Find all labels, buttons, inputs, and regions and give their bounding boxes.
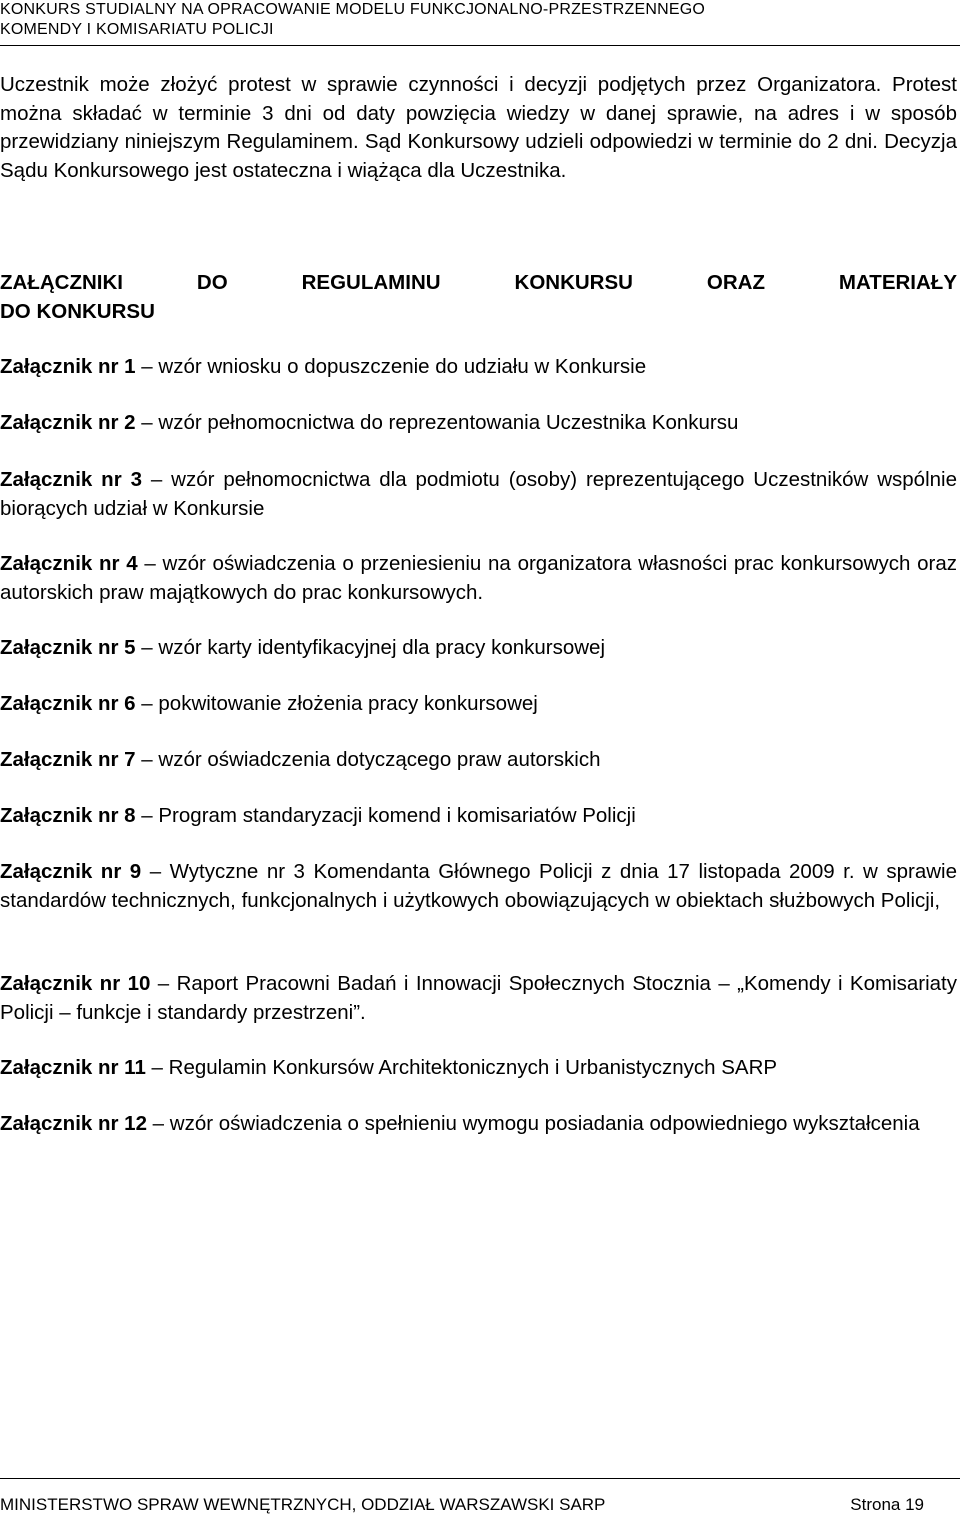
- attachment-description: – wzór pełnomocnictwa dla podmiotu (osoby) reprezentującego Uczestników wspólnie biorących udział w Konkursie: [0, 468, 957, 520]
- attachment-item-8: [0, 802, 957, 831]
- attachment-label: Załącznik nr 8: [0, 804, 136, 827]
- attachment-label: Załącznik nr 11: [0, 1056, 146, 1079]
- attachment-description: – wzór oświadczenia o przeniesieniu na organizatora własności prac konkursowych oraz autorskich praw majątkowych do prac konkursowych.: [0, 552, 957, 604]
- section-title-line-2: DO KONKURSU: [0, 300, 155, 323]
- attachment-item-6: [0, 690, 957, 719]
- attachment-description: – Regulamin Konkursów Architektonicznych i Urbanistycznych SARP: [145, 1056, 778, 1079]
- page-footer: [0, 1494, 924, 1516]
- footer-organization: MINISTERSTWO SPRAW WEWNĘTRZNYCH, ODDZIAŁ WARSZAWSKI SARP: [0, 1495, 606, 1514]
- attachment-label: Załącznik nr 10: [0, 972, 151, 995]
- attachment-item-10: [0, 970, 957, 1027]
- attachment-description: – Wytyczne nr 3 Komendanta Głównego Policji z dnia 17 listopada 2009 r. w sprawie standardów technicznych, funkcjonalnych i użytkowych obowiązujących w obiektach służbowych Policji,: [0, 860, 957, 912]
- header-title-line-2: KOMENDY I KOMISARIATU POLICJI: [0, 21, 274, 38]
- attachment-label: Załącznik nr 2: [0, 411, 136, 434]
- attachment-label: Załącznik nr 12: [0, 1112, 147, 1135]
- section-title-line-1: ZAŁĄCZNIKI DO REGULAMINU KONKURSU ORAZ MATERIAŁY: [0, 271, 957, 294]
- attachment-item-7: [0, 746, 957, 775]
- page-number: Strona 19: [850, 1495, 924, 1514]
- attachment-label: Załącznik nr 3: [0, 468, 142, 491]
- attachment-description: – wzór pełnomocnictwa do reprezentowania Uczestnika Konkursu: [135, 411, 739, 434]
- attachment-description: – pokwitowanie złożenia pracy konkursowej: [135, 692, 538, 715]
- attachment-label: Załącznik nr 4: [0, 552, 138, 575]
- attachment-item-5: [0, 634, 957, 663]
- attachment-item-3: [0, 466, 957, 523]
- attachment-description: – wzór karty identyfikacyjnej dla pracy konkursowej: [135, 636, 606, 659]
- footer-divider: [0, 1478, 960, 1479]
- header-title-line-1: KONKURS STUDIALNY NA OPRACOWANIE MODELU FUNKCJONALNO-PRZESTRZENNEGO: [0, 1, 706, 18]
- header-divider: [0, 45, 960, 46]
- attachment-label: Załącznik nr 9: [0, 860, 142, 883]
- section-title: [0, 268, 957, 326]
- attachment-item-12: [0, 1110, 957, 1139]
- attachment-label: Załącznik nr 1: [0, 355, 136, 378]
- attachment-description: – Raport Pracowni Badań i Innowacji Społecznych Stocznia – „Komendy i Komisariaty Policji – funkcje i standardy przestrzeni”.: [0, 972, 958, 1024]
- attachment-description: – wzór wniosku o dopuszczenie do udziału w Konkursie: [135, 355, 647, 378]
- attachment-description: – wzór oświadczenia o spełnieniu wymogu posiadania odpowiedniego wykształcenia: [146, 1112, 920, 1135]
- attachment-item-1: [0, 353, 957, 382]
- attachment-label: Załącznik nr 6: [0, 692, 136, 715]
- attachment-item-9: [0, 858, 957, 915]
- attachment-label: Załącznik nr 7: [0, 748, 136, 771]
- attachment-label: Załącznik nr 5: [0, 636, 136, 659]
- attachment-item-2: [0, 409, 957, 438]
- attachment-item-11: [0, 1054, 957, 1083]
- attachment-item-4: [0, 550, 957, 607]
- page-header: [0, 0, 960, 40]
- attachment-description: – wzór oświadczenia dotyczącego praw autorskich: [135, 748, 601, 771]
- attachment-description: – Program standaryzacji komend i komisariatów Policji: [135, 804, 636, 827]
- protest-paragraph: Uczestnik może złożyć protest w sprawie czynności i decyzji podjętych przez Organizatora. Protest można składać w terminie 3 dni od daty powzięcia wiedzy w danej sprawie, na adres i w sposób przewidziany niniejszym Regulaminem. Sąd Konkursowy udzieli odpowiedzi w terminie do 2 dni. Decyzja Sądu Konkursowego jest ostateczna i wiążąca dla Uczestnika.: [0, 73, 957, 182]
